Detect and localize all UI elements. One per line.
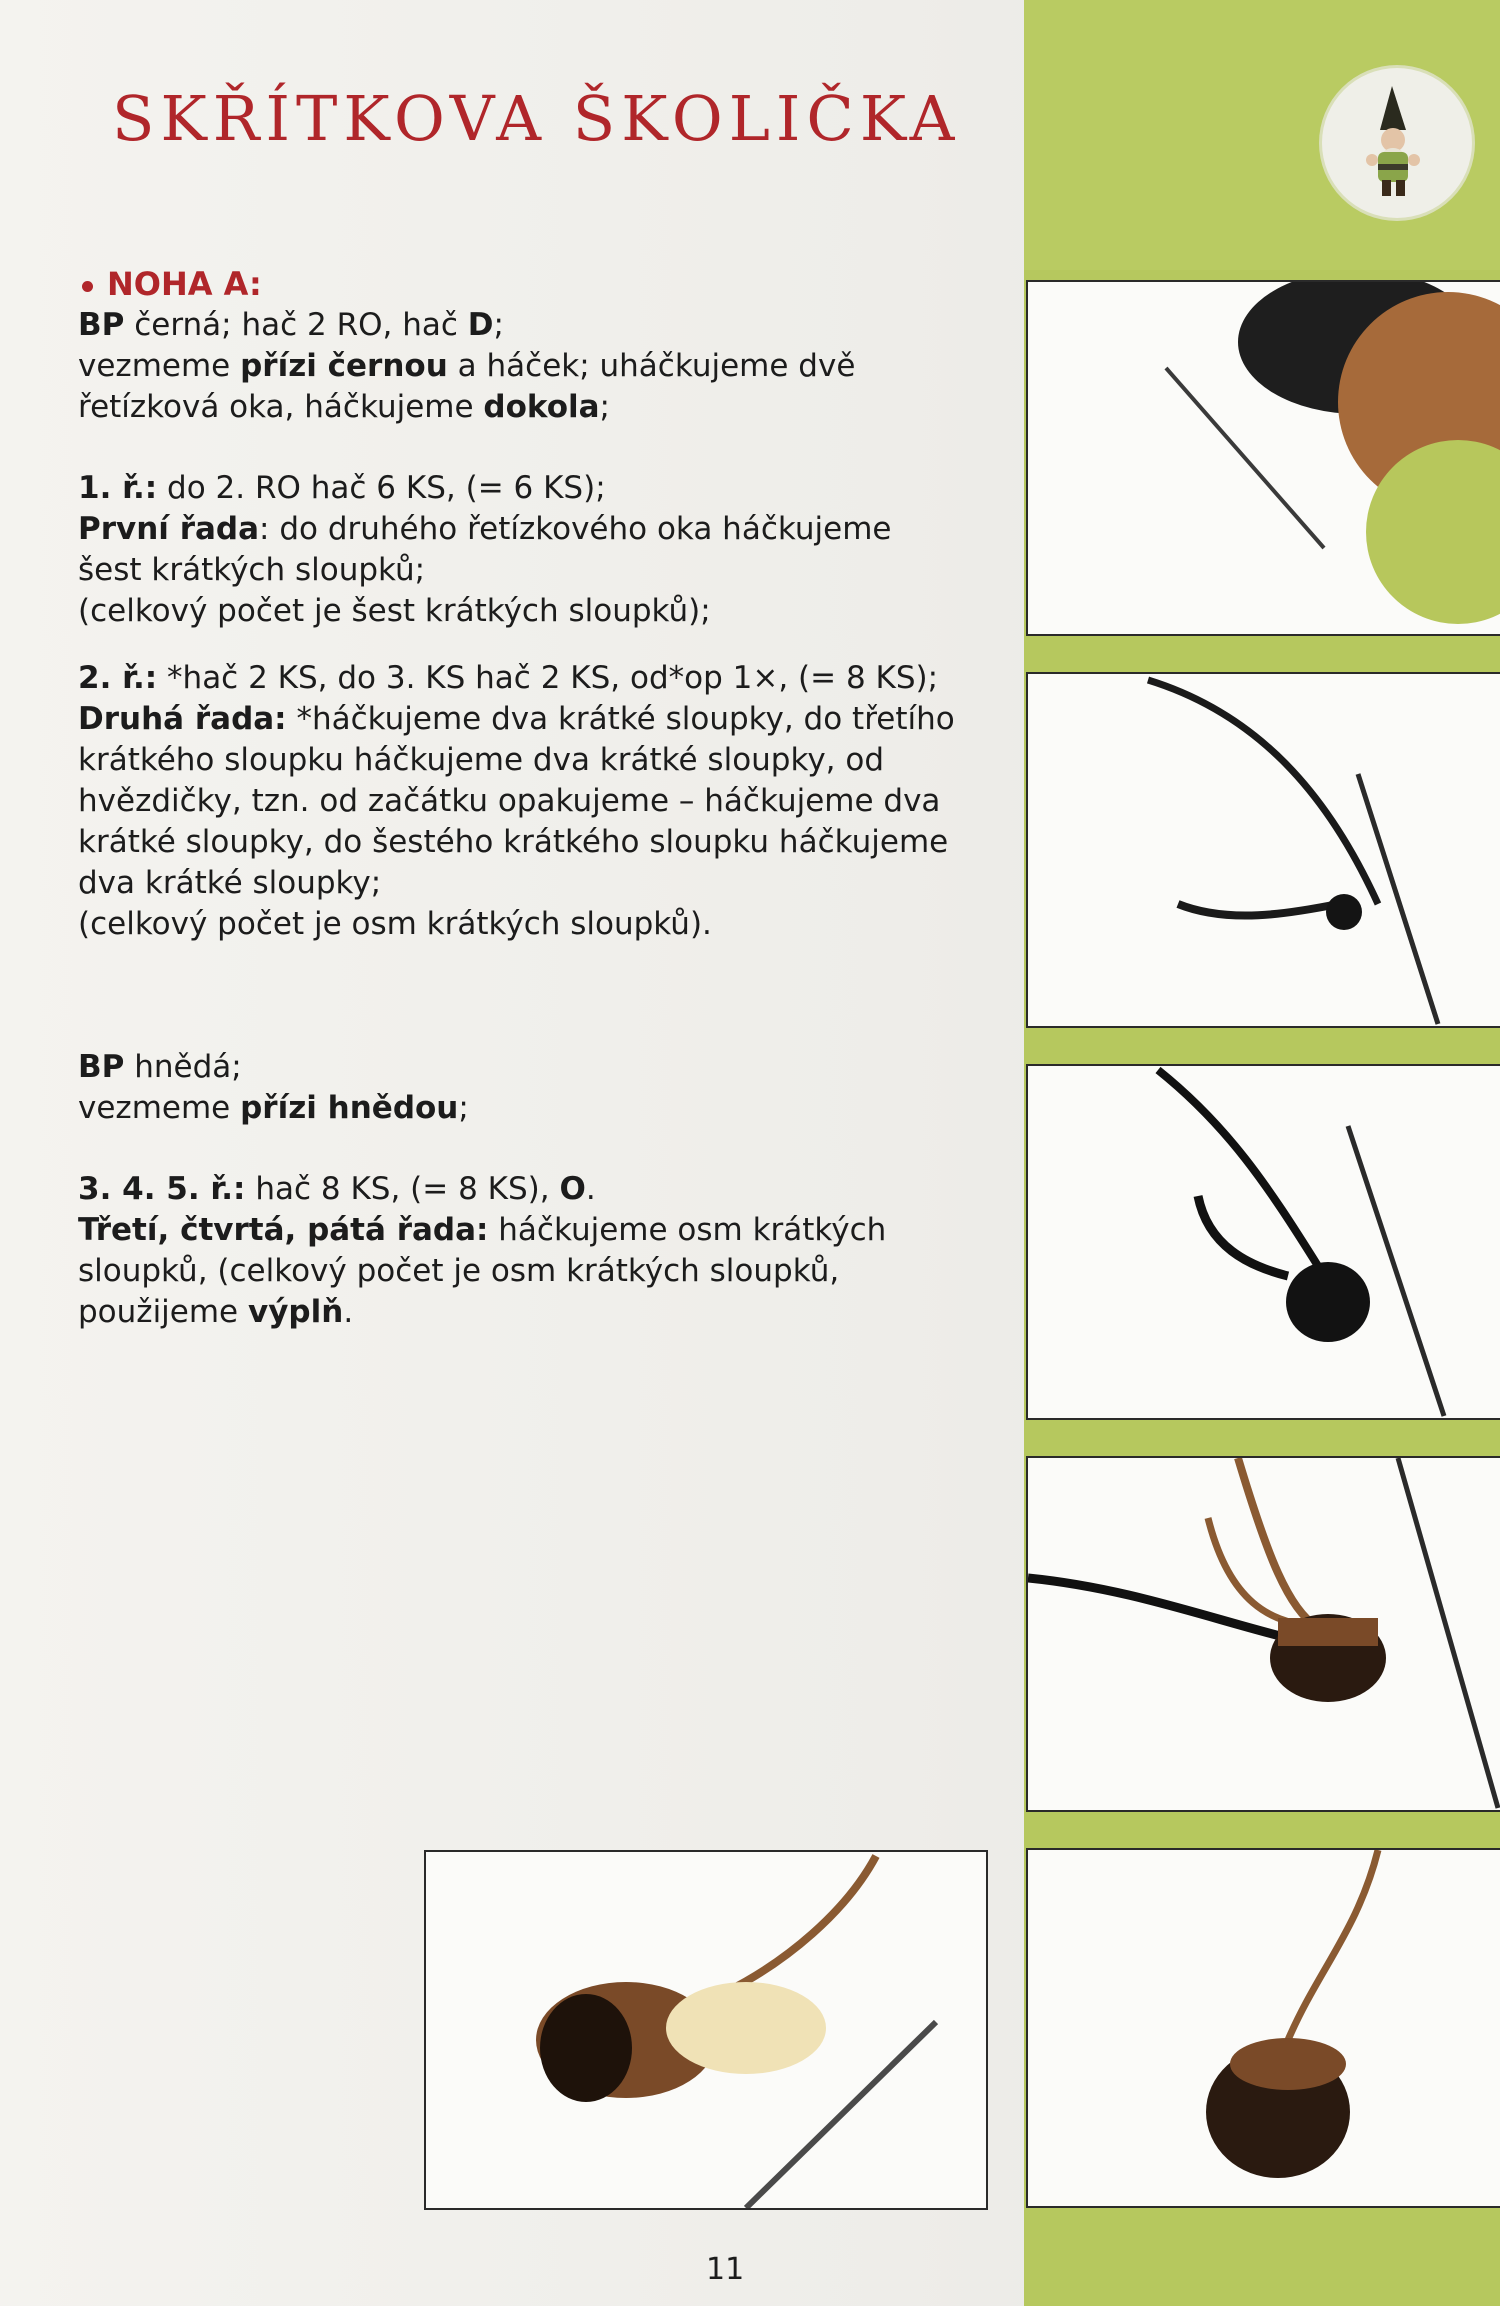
bold-term: První řada (78, 511, 260, 547)
text-run: do 2. RO hač 6 KS, (= 6 KS); (157, 470, 606, 506)
gnome-badge (1322, 68, 1472, 218)
photo-step-3 (1026, 1456, 1500, 1812)
gnome-figure-icon (1322, 68, 1472, 218)
text-run: černá; hač 2 RO, hač (124, 307, 468, 343)
text-run: a háček; uháčkujeme dvě (447, 348, 856, 384)
brown-line-1 (78, 1047, 978, 1088)
row345-line-2 (78, 1210, 978, 1251)
bold-term: O (559, 1171, 586, 1207)
photo-yarn-and-hook (1026, 280, 1500, 636)
row1-line-3: šest krátkých sloupků; (78, 552, 426, 588)
text-run: : do druhého řetízkového oka háčkujeme (259, 511, 892, 547)
row345-line-4 (78, 1292, 978, 1333)
page-number: 11 (706, 2252, 745, 2287)
row1-line-2 (78, 509, 978, 550)
photo-stuffing (424, 1850, 988, 2210)
row345-line-3: sloupků, (celkový počet je osm krátkých sloupků, (78, 1253, 840, 1289)
text-run: háčkujeme osm krátkých (488, 1212, 887, 1248)
row2-line-4: hvězdičky, tzn. od začátku opakujeme – háčkujeme dva (78, 783, 941, 819)
bullet-icon (82, 281, 93, 292)
photo-step-2 (1026, 1064, 1500, 1420)
instructions-block (78, 264, 978, 1333)
intro-line-2 (78, 346, 978, 387)
row2-line-1 (78, 658, 978, 699)
text-run: *hač 2 KS, do 3. KS hač 2 KS, od*op 1×, (= 8 KS); (157, 660, 939, 696)
row345-line-1 (78, 1169, 978, 1210)
row2-line-6: dva krátké sloupky; (78, 865, 382, 901)
bold-term: 3. 4. 5. ř.: (78, 1171, 246, 1207)
bold-term: Druhá řada: (78, 701, 287, 737)
brown-line-2 (78, 1088, 978, 1129)
bold-term: Třetí, čtvrtá, pátá řada: (78, 1212, 489, 1248)
text-run: vezmeme (78, 1090, 241, 1126)
text-run: vezmeme (78, 348, 241, 384)
section-heading (78, 264, 978, 305)
photo-step-1 (1026, 672, 1500, 1028)
text-run: ; (599, 389, 610, 425)
bold-term: D (467, 307, 494, 343)
text-run: hač 8 KS, (= 8 KS), (245, 1171, 560, 1207)
row1-line-1 (78, 468, 978, 509)
text-run: . (585, 1171, 596, 1207)
bold-term: přízi černou (240, 348, 448, 384)
bold-term: 1. ř.: (78, 470, 158, 506)
page-title: SKŘÍTKOVA ŠKOLIČKA (112, 82, 961, 155)
row1-line-4: (celkový počet je šest krátkých sloupků); (78, 593, 711, 629)
intro-line-3 (78, 387, 978, 428)
text-run: použijeme (78, 1294, 248, 1330)
text-run: ; (493, 307, 504, 343)
photo-step-4 (1026, 1848, 1500, 2208)
text-run: řetízková oka, háčkujeme (78, 389, 484, 425)
intro-line-1 (78, 305, 978, 346)
bold-term: přízi hnědou (240, 1090, 459, 1126)
bold-term: BP (78, 1049, 125, 1085)
text-run: hnědá; (124, 1049, 242, 1085)
bold-term: 2. ř.: (78, 660, 158, 696)
text-run: *háčkujeme dva krátké sloupky, do třetího (286, 701, 955, 737)
row2-line-2 (78, 699, 978, 740)
row2-line-3: krátkého sloupku háčkujeme dva krátké sloupky, od (78, 742, 885, 778)
row2-line-5: krátké sloupky, do šestého krátkého sloupku háčkujeme (78, 824, 949, 860)
text-run: . (343, 1294, 354, 1330)
section-heading-text: NOHA A: (107, 265, 262, 303)
bold-term: BP (78, 307, 125, 343)
bold-term: dokola (483, 389, 600, 425)
text-run: ; (458, 1090, 469, 1126)
bold-term: výplň (248, 1294, 344, 1330)
row2-line-7: (celkový počet je osm krátkých sloupků). (78, 906, 712, 942)
